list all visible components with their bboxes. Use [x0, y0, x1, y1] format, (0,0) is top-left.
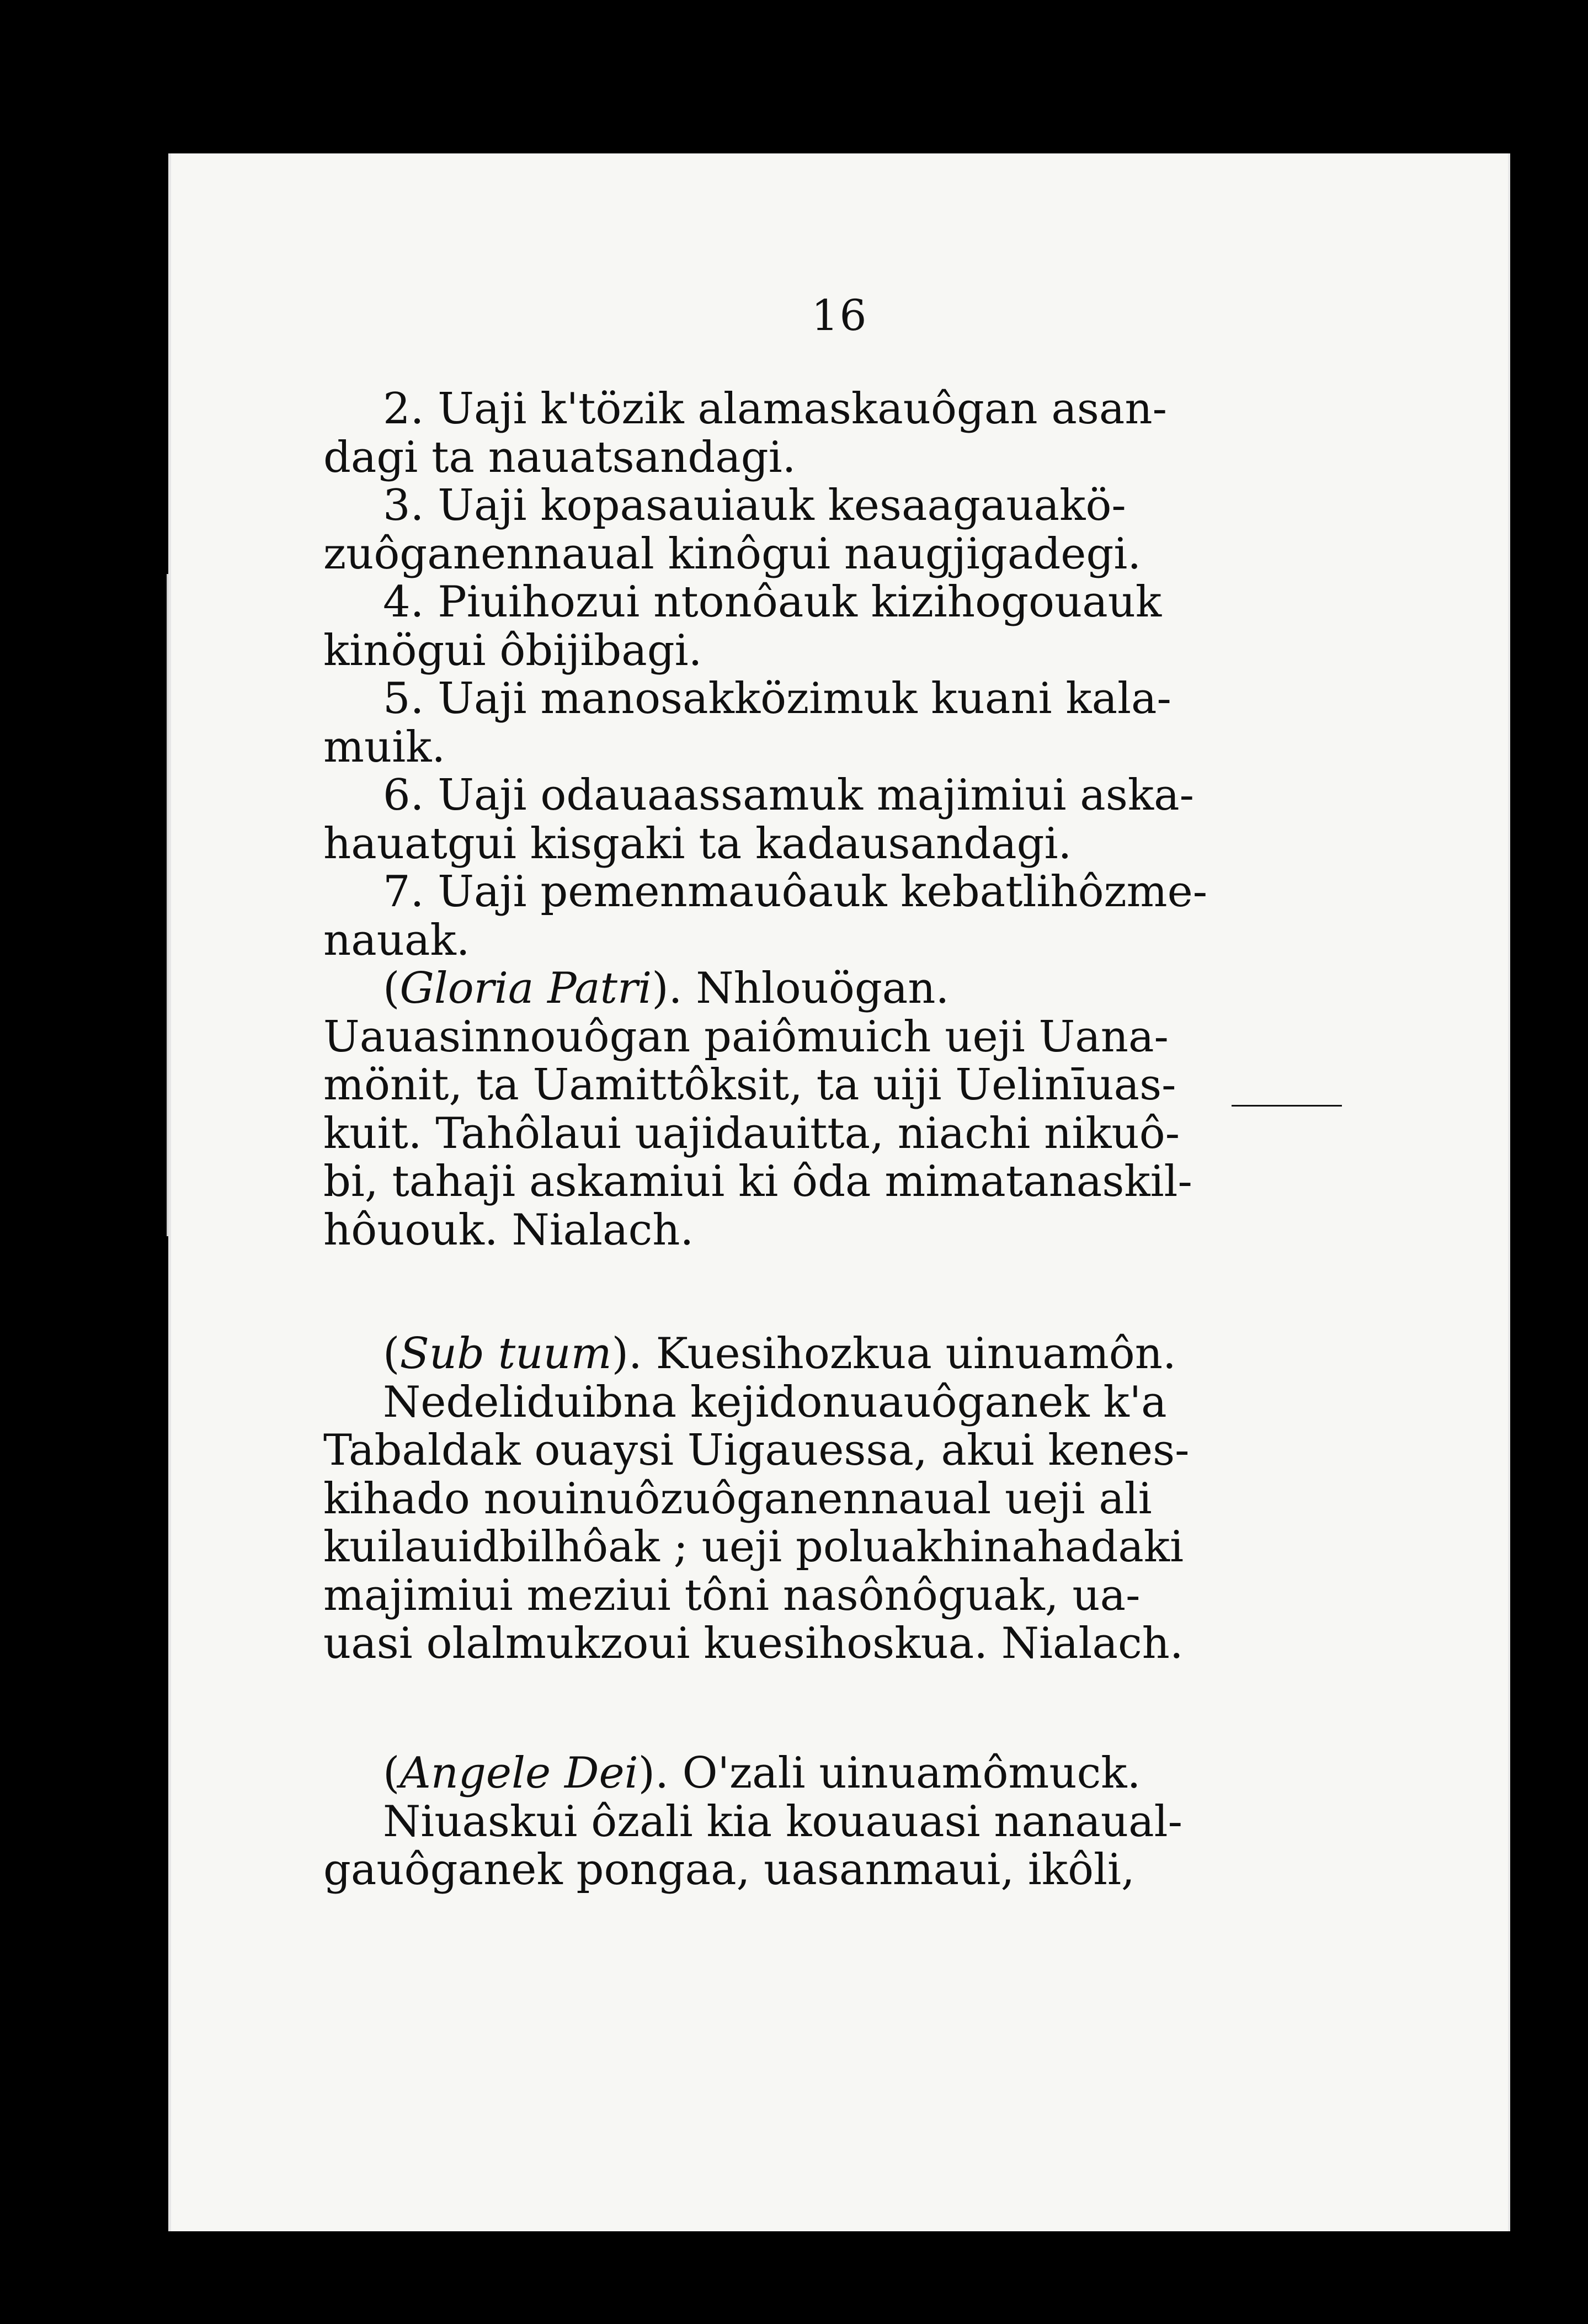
- text-line: hôuouk. Nialach.: [323, 1205, 694, 1255]
- text-line: gauôganek pongaa, uasanmaui, ikôli,: [323, 1845, 1135, 1895]
- text-line: Uauasinnouôgan paiômuich ueji Uana-: [323, 1012, 1169, 1062]
- text-line: majimiui meziui tôni nasônôguak, ua-: [323, 1570, 1141, 1620]
- text-line: zuôganennaual kinôgui naugjigadegi.: [323, 529, 1142, 579]
- section-heading: (Angele Dei). O'zali uinuamômuck.: [383, 1748, 1141, 1798]
- text-line: Niuaskui ôzali kia kouauasi nanaual-: [383, 1796, 1182, 1847]
- section-heading-title: Nhlouögan.: [696, 964, 950, 1013]
- text-line: Tabaldak ouaysi Uigauessa, akui kenes-: [323, 1426, 1190, 1475]
- text-line: kihado nouinuôzuôganennaual ueji ali: [323, 1474, 1152, 1524]
- text-line: bi, tahaji askamiui ki ôda mimatanaskil-: [323, 1157, 1192, 1206]
- margin-rule: [1232, 1105, 1342, 1107]
- text-line: mönit, ta Uamittôksit, ta uiji Uelinīuas-: [323, 1060, 1176, 1110]
- text-line: kuit. Tahôlaui uajidauitta, niachi nikuô-: [323, 1108, 1180, 1158]
- section-heading-latin: Gloria Patri: [399, 964, 652, 1013]
- book-page: [168, 153, 1510, 2231]
- section-heading: (Sub tuum). Kuesihozkua uinuamôn.: [383, 1329, 1176, 1379]
- section-heading-title: O'zali uinuamômuck.: [682, 1748, 1141, 1798]
- text-line: dagi ta nauatsandagi.: [323, 432, 796, 482]
- text-line: 7. Uaji pemenmauôauk kebatlihôzme-: [383, 867, 1208, 917]
- section-heading-latin: Angele Dei: [399, 1748, 638, 1798]
- text-line: 3. Uaji kopasauiauk kesaagauakö-: [383, 481, 1126, 530]
- section-heading-latin: Sub tuum: [399, 1329, 612, 1379]
- text-line: kinögui ôbijibagi.: [323, 625, 702, 676]
- text-line: 2. Uaji k'tözik alamaskauôgan asan-: [383, 384, 1167, 434]
- angele-dei-section: [323, 1749, 1287, 1895]
- text-line: 4. Piuihozui ntonôauk kizihogouauk: [383, 577, 1162, 627]
- sub-tuum-section: [323, 1330, 1287, 1668]
- text-line: muik.: [323, 722, 446, 772]
- gloria-patri-section: [323, 965, 1287, 1254]
- page-number: 16: [811, 291, 868, 341]
- numbered-list: [323, 385, 1287, 965]
- text-line: 5. Uaji manosakközimuk kuani kala-: [383, 674, 1171, 724]
- text-line: uasi olalmukzoui kuesihoskua. Nialach.: [323, 1619, 1184, 1668]
- text-line: 6. Uaji odauaassamuk majimiui aska-: [383, 770, 1194, 820]
- section-heading-title: Kuesihozkua uinuamôn.: [656, 1329, 1176, 1379]
- text-line: kuilauidbilhôak ; ueji poluakhinahadaki: [323, 1522, 1184, 1572]
- text-line: Nedeliduibna kejidonuauôganek k'a: [383, 1377, 1167, 1427]
- section-heading: (Gloria Patri). Nhlouögan.: [383, 964, 950, 1013]
- text-line: nauak.: [323, 915, 470, 965]
- text-line: hauatgui kisgaki ta kadausandagi.: [323, 818, 1072, 869]
